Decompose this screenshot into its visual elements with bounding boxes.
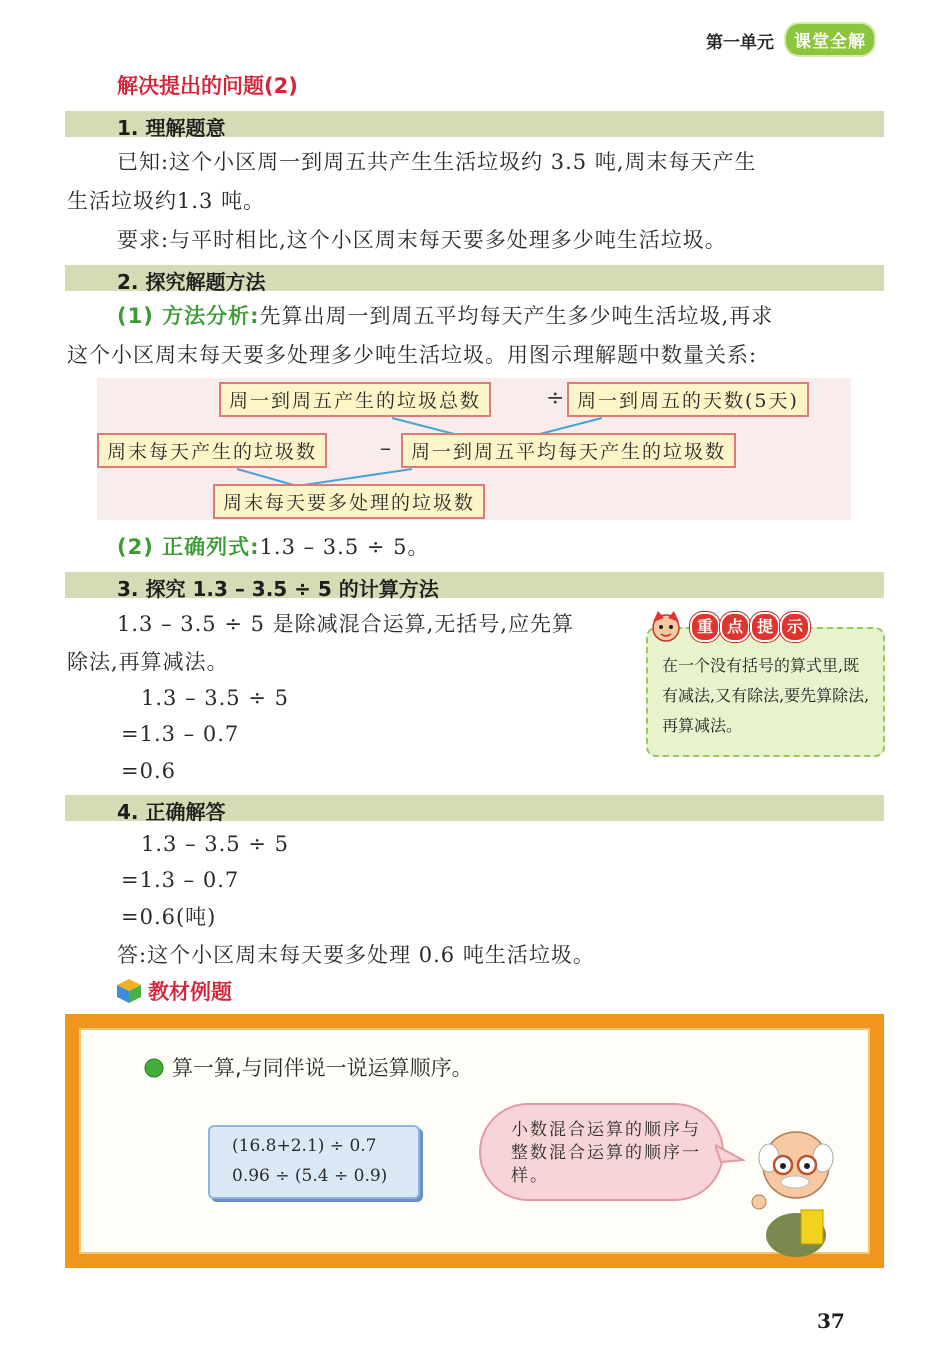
textbook-frame [65,1014,884,1268]
tip-badge-4: 示 [780,612,810,642]
answer-step-2: =1.3 – 0.7 [121,868,240,892]
section-title: 解决提出的问题(2) [117,74,298,98]
expression-1: (16.8+2.1) ÷ 0.7 [232,1136,377,1156]
tip-badge-1: 重 [690,612,720,642]
heading-understand: 1. 理解题意 [117,116,226,140]
minus-operator: – [380,436,391,461]
final-answer: 答:这个小区周末每天要多处理 0.6 吨生活垃圾。 [117,943,595,967]
heading-calc-method: 3. 探究 1.3 – 3.5 ÷ 5 的计算方法 [117,577,439,601]
box-days: 周一到周五的天数(5天) [567,382,809,417]
method-label: (1) 方法分析: [117,304,260,328]
heading-method: 2. 探究解题方法 [117,270,266,294]
heading-bar-4 [65,795,884,824]
box-weekend: 周末每天产生的垃圾数 [97,433,327,468]
calc-step-1: 1.3 – 3.5 ÷ 5 [141,686,289,710]
tip-badge-2: 点 [720,612,750,642]
formula-text: 1.3 – 3.5 ÷ 5。 [259,535,430,559]
speech-bubble [479,1103,724,1201]
cartoon-face-icon [646,608,686,642]
relationship-diagram [97,378,851,520]
heading-answer: 4. 正确解答 [117,800,226,824]
calc-desc-2: 除法,再算减法。 [67,650,229,674]
answer-step-1: 1.3 – 3.5 ÷ 5 [141,832,289,856]
textbook-example-label: 教材例题 [148,980,232,1004]
calc-desc-1: 1.3 – 3.5 ÷ 5 是除减混合运算,无括号,应先算 [117,612,574,636]
method-line-2: 这个小区周末每天要多处理多少吨生活垃圾。用图示理解题中数量关系: [67,343,758,367]
answer-step-3: =0.6(吨) [121,905,217,929]
key-point-box [646,627,885,757]
box-result: 周末每天要多处理的垃圾数 [213,484,485,519]
box-average: 周一到周五平均每天产生的垃圾数 [401,433,736,468]
requirement-line: 要求:与平时相比,这个小区周末每天要多处理多少吨生活垃圾。 [117,228,727,252]
formula-line [117,533,429,561]
divide-operator: ÷ [546,386,565,411]
unit-label: 第一单元 [706,33,774,53]
method-line-1 [117,302,773,330]
box-total: 周一到周五产生的垃圾总数 [219,382,491,417]
heading-bar-1 [65,111,884,140]
tip-badge-3: 提 [750,612,780,642]
cube-icon [116,978,142,1004]
speech-text: 小数混合运算的顺序与整数混合运算的顺序一样。 [511,1120,701,1186]
known-line-2: 生活垃圾约1.3 吨。 [67,189,266,213]
method-text-1: 先算出周一到周五平均每天产生多少吨生活垃圾,再求 [259,304,774,328]
heading-bar-2 [65,265,884,294]
calc-step-3: =0.6 [121,759,176,783]
textbook-panel [79,1028,870,1254]
calc-step-2: =1.3 – 0.7 [121,722,240,746]
page-number: 37 [817,1309,845,1333]
section-badge: 课堂全解 [786,24,874,55]
professor-icon [741,1110,851,1260]
key-point-text: 在一个没有括号的算式里,既有减法,又有除法,要先算除法,再算减法。 [662,656,870,735]
expression-2: 0.96 ÷ (5.4 ÷ 0.9) [232,1166,388,1186]
heading-bar-3 [65,572,884,601]
expression-card [208,1125,420,1199]
known-line-1: 已知:这个小区周一到周五共产生生活垃圾约 3.5 吨,周末每天产生 [117,150,757,174]
formula-label: (2) 正确列式: [117,535,260,559]
exercise-instruction: 算一算,与同伴说一说运算顺序。 [172,1056,473,1080]
green-dot-icon [143,1057,165,1079]
